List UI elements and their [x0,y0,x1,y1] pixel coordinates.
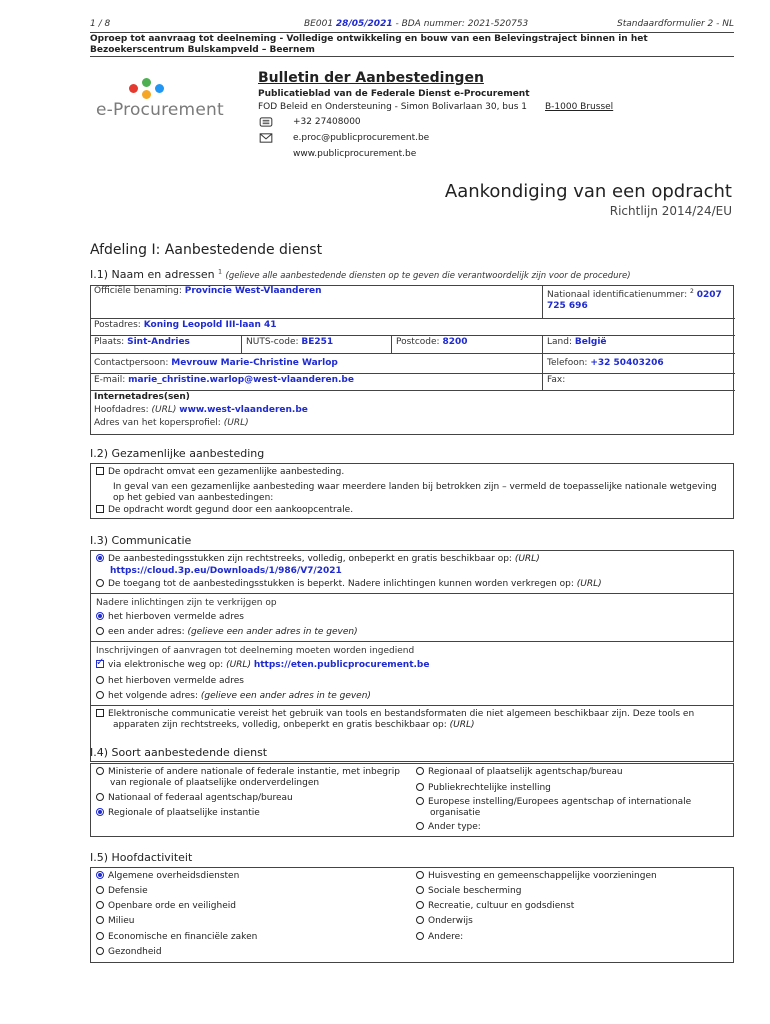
docs-free-label: De aanbestedingsstukken zijn rechtstreeks, volledig, onbeperkt en gratis beschikbaar op: [108,554,512,564]
info-heading: Nadere inlichtingen zijn te verkrijgen op [96,598,277,608]
activity-recreation-radio[interactable] [416,901,424,909]
docs-free-radio[interactable] [96,554,104,562]
phone-cell [542,353,735,373]
activity-health-radio[interactable] [96,947,104,955]
national-id-label: Nationaal identificatienummer: [547,290,688,300]
submission-heading: Inschrijvingen of aanvragen tot deelneming moeten worden ingediend [96,646,415,656]
submission-other-option[interactable] [96,691,371,702]
logo-dot-green [142,78,151,87]
s1-5-box [90,867,734,963]
activity-other-radio[interactable] [416,932,424,940]
central-purchasing-checkbox[interactable] [96,505,104,513]
authority-type-european-label: Europese instelling/Europees agentschap of internationale [428,797,692,807]
authority-type-regional-agency-label: Regionaal of plaatselijk agentschap/bureau [428,767,623,777]
submission-electronic-checkbox[interactable] [96,660,104,668]
logo-dot-orange [142,90,151,99]
activity-recreation[interactable] [416,901,574,912]
contact-value: Mevrouw Marie-Christine Warlop [171,358,338,368]
electronic-tools-url-label: (URL) [449,720,475,730]
country-label: Land: [547,337,572,347]
postcode-cell [391,335,542,353]
activity-social-label: Sociale bescherming [428,886,522,896]
info-other-option[interactable] [96,627,358,638]
ref-prefix: BE001 [304,19,334,29]
activity-economic[interactable] [96,932,257,943]
joint-procurement-checkbox[interactable] [96,467,104,475]
authority-type-public-law-radio[interactable] [416,783,424,791]
authority-type-ministry-radio[interactable] [96,767,104,775]
activity-environment-label: Milieu [108,916,135,926]
submission-other-note: (gelieve een ander adres in te geven) [200,691,371,701]
docs-restricted-radio[interactable] [96,579,104,587]
electronic-tools-option[interactable] [96,709,694,720]
email-cell [90,373,542,390]
authority-type-public-law-label: Publiekrechtelijke instelling [428,783,551,793]
contact-label: Contactpersoon: [94,358,169,368]
bulletin-title: Bulletin der Aanbestedingen [258,70,484,86]
authority-type-public-law[interactable] [416,783,551,794]
official-name-label: Officiële benaming: [94,286,182,296]
activity-general-radio[interactable] [96,871,104,879]
authority-type-european-line2: organisatie [430,808,481,818]
divider [91,593,733,594]
electronic-tools-line-2 [113,720,475,731]
central-purchasing-option[interactable] [96,505,353,516]
docs-free-url-label: (URL) [514,554,540,564]
s1-2-heading: I.2) Gezamenlijke aanbesteding [90,447,265,460]
notice-subject: Oproep tot aanvraag tot deelneming - Volledige ontwikkeling en bouw van een Belevingstraject binnen in het Bezoekerscentrum Bulskampveld – Beernem [90,32,734,56]
activity-defence[interactable] [96,886,148,897]
info-other-label: een ander adres: [108,627,185,637]
authority-type-national-agency[interactable] [96,793,293,804]
s1-1-heading [90,268,631,281]
submission-other-label: het volgende adres: [108,691,199,701]
place-label: Plaats: [94,337,125,347]
s1-1-note: (gelieve alle aanbestedende diensten op te geven die verantwoordelijk zijn voor de procedure) [225,271,631,281]
phone-icon [258,117,274,127]
activity-education[interactable] [416,916,473,927]
postal-address-cell [90,318,735,335]
doc-reference [304,19,528,29]
internet-heading: Internetadres(sen) [94,392,190,402]
activity-other[interactable] [416,932,463,943]
authority-type-other-label: Ander type: [428,822,481,832]
docs-free-option[interactable] [96,554,540,565]
docs-restricted-label: De toegang tot de aanbestedingsstukken is beperkt. Nadere inlichtingen kunnen worden verkregen op: [108,579,574,589]
main-address-url-label: (URL) [151,405,177,415]
activity-recreation-label: Recreatie, cultuur en godsdienst [428,901,575,911]
submission-url[interactable]: https://eten.publicprocurement.be [253,660,430,670]
country-cell [542,335,735,353]
nuts-value: BE251 [301,337,334,347]
activity-economic-label: Economische en financiële zaken [108,932,258,942]
authority-type-regional-agency[interactable] [416,767,623,778]
phone-value: +32 50403206 [590,358,664,368]
ref-suffix: - BDA nummer: 2021-520753 [395,19,529,29]
authority-type-regional[interactable] [96,808,260,819]
activity-health-label: Gezondheid [108,947,162,957]
electronic-tools-label-2: apparaten zijn rechtstreeks, volledig, onbeperkt en gratis beschikbaar op: [113,720,447,730]
submission-above-label: het hierboven vermelde adres [108,676,244,686]
place-value: Sint-Andries [127,337,190,347]
activity-housing-label: Huisvesting en gemeenschappelijke voorzieningen [428,871,657,881]
email-label: E-mail: [94,375,126,385]
national-id-footnote: 2 [690,288,694,295]
submission-above-option[interactable] [96,676,244,687]
form-name: Standaardformulier 2 - NL [616,19,734,29]
section-title: Afdeling I: Aanbestedende dienst [90,242,323,258]
country-value: België [574,337,607,347]
contact-cell [90,353,542,373]
s1-5-heading: I.5) Hoofdactiviteit [90,851,193,864]
authority-type-regional-label: Regionale of plaatselijke instantie [108,808,260,818]
submission-url-label: (URL) [226,660,251,670]
fax-cell [542,373,735,390]
docs-restricted-option[interactable] [96,579,602,590]
main-address-value[interactable]: www.west-vlaanderen.be [179,405,308,415]
docs-restricted-url-label: (URL) [576,579,602,589]
page-header [90,19,734,32]
postal-label: Postadres: [94,320,141,330]
s1-2-box [90,463,734,519]
authority-type-european-radio[interactable] [416,797,424,805]
activity-housing-radio[interactable] [416,871,424,879]
publisher-email-line [258,133,430,144]
fax-label: Fax: [547,375,566,385]
nuts-cell [241,335,391,353]
authority-type-national-agency-label: Nationaal of federaal agentschap/bureau [108,793,293,803]
national-id-cell [542,285,735,318]
authority-type-other-radio[interactable] [416,822,424,830]
nuts-label: NUTS-code: [246,337,299,347]
buyer-profile-label: Adres van het kopersprofiel: [94,418,221,428]
central-purchasing-label: De opdracht wordt gegund door een aankoopcentrale. [108,505,354,515]
docs-url[interactable]: https://cloud.3p.eu/Downloads/1/986/V7/2021 [110,566,342,576]
authority-type-national-agency-radio[interactable] [96,793,104,801]
info-above-option[interactable] [96,612,244,623]
activity-public-order-radio[interactable] [96,901,104,909]
authority-type-regional-agency-radio[interactable] [416,767,424,775]
publisher-email[interactable]: e.proc@publicprocurement.be [293,133,430,143]
email-value[interactable]: marie_christine.warlop@west-vlaanderen.be [128,375,354,385]
bulletin-subtitle: Publicatieblad van de Federale Dienst e-Procurement [258,89,530,99]
electronic-tools-label-1: Elektronische communicatie vereist het gebruik van tools en bestandsformaten die niet algemeen beschikbaar zijn. Deze tools en [108,709,695,719]
activity-health[interactable] [96,947,162,958]
publisher-phone-line [258,117,361,128]
electronic-tools-checkbox[interactable] [96,709,104,717]
info-other-note: (gelieve een ander adres in te geven) [187,627,358,637]
activity-housing[interactable] [416,871,657,882]
buyer-profile-url-label: (URL) [223,418,249,428]
activity-general-label: Algemene overheidsdiensten [108,871,240,881]
activity-defence-radio[interactable] [96,886,104,894]
authority-type-regional-radio[interactable] [96,808,104,816]
notice-title: Aankondiging van een opdracht [444,181,732,202]
authority-type-ministry-line2: van regionale of plaatselijke onderverdelingen [110,778,320,788]
activity-education-radio[interactable] [416,916,424,924]
place-cell [90,335,241,353]
activity-public-order[interactable] [96,901,236,912]
s1-3-box [90,550,734,762]
joint-note-2: op het gebied van aanbestedingen: [113,493,274,503]
divider [91,641,733,642]
logo-dot-blue [155,84,164,93]
activity-social[interactable] [416,886,521,897]
logo-text: e-Procurement [96,100,224,120]
publication-date: 28/05/2021 [335,19,393,29]
authority-type-ministry-label: Ministerie of andere nationale of federale instantie, met inbegrip [108,767,400,777]
s1-4-heading: I.4) Soort aanbestedende dienst [90,746,268,759]
mail-icon [258,133,274,143]
divider [90,56,734,57]
s1-1-box [90,285,734,435]
authority-type-european[interactable] [416,797,691,808]
eprocurement-logo [96,78,226,128]
publisher-phone: +32 27408000 [293,117,361,127]
national-id-value-2: 725 696 [547,301,588,311]
postal-value: Koning Leopold III-laan 41 [143,320,277,330]
official-name-value: Provincie West-Vlaanderen [184,286,322,296]
submission-above-radio[interactable] [96,676,104,684]
activity-environment[interactable] [96,916,135,927]
publisher-city: B-1000 Brussel [545,102,614,112]
s1-3-heading: I.3) Communicatie [90,534,192,547]
info-above-label: het hierboven vermelde adres [108,612,244,622]
national-id-value-1: 0207 [696,290,722,300]
publisher-address: FOD Beleid en Ondersteuning - Simon Bolivarlaan 30, bus 1 [258,102,528,112]
activity-education-label: Onderwijs [428,916,473,926]
activity-economic-radio[interactable] [96,932,104,940]
info-other-radio[interactable] [96,627,104,635]
s1-1-footnote: 1 [218,268,222,276]
s1-1-heading-text: I.1) Naam en adressen [90,268,215,281]
info-above-radio[interactable] [96,612,104,620]
directive: Richtlijn 2014/24/EU [609,204,732,218]
activity-defence-label: Defensie [108,886,148,896]
activity-general[interactable] [96,871,239,882]
main-address-label: Hoofdadres: [94,405,149,415]
phone-label: Telefoon: [547,358,588,368]
authority-type-ministry[interactable] [96,767,400,778]
activity-public-order-label: Openbare orde en veiligheid [108,901,236,911]
activity-other-label: Andere: [428,932,464,942]
activity-environment-radio[interactable] [96,916,104,924]
joint-note-1: In geval van een gezamenlijke aanbesteding waar meerdere landen bij betrokken zijn – vermeld de toepasselijke nationale wetgeving [113,482,717,492]
submission-electronic-label: via elektronische weg op: [108,660,224,670]
page-number: 1 / 8 [90,19,111,29]
logo-dot-red [129,84,138,93]
activity-social-radio[interactable] [416,886,424,894]
internet-cell [90,390,735,436]
joint-procurement-label: De opdracht omvat een gezamenlijke aanbesteding. [108,467,345,477]
s1-4-box [90,763,734,837]
publisher-web[interactable]: www.publicprocurement.be [293,149,417,159]
submission-electronic-option[interactable] [96,660,429,671]
official-name-cell [90,285,542,318]
postcode-value: 8200 [442,337,468,347]
authority-type-other[interactable] [416,822,481,833]
postcode-label: Postcode: [396,337,440,347]
joint-procurement-option[interactable] [96,467,344,478]
submission-other-radio[interactable] [96,691,104,699]
divider [91,705,733,706]
